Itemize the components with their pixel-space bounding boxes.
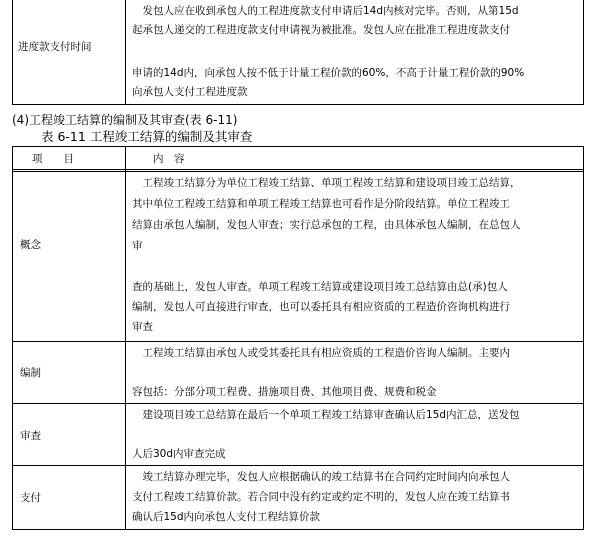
row-label-concept: 概念 <box>20 239 41 251</box>
top-text-line: 发包人应在收到承包人的工程进度款支付申请后14d内核对完毕。否则，从第15d <box>132 5 519 17</box>
column-header-content: 内 容 <box>153 153 185 165</box>
row-text-line: 竣工结算办理完毕，发包人应根据确认的竣工结算书在合同约定时间内向承包人 <box>132 471 510 483</box>
row-text-line: 审查 <box>132 321 153 333</box>
row-text-line: 支付工程竣工结算价款。若合同中没有约定或约定不明的，发包人应在竣工结算书 <box>132 491 510 503</box>
row-label-preparation: 编制 <box>20 367 41 379</box>
row-text-line: 确认后15d内向承包人支付工程结算价款 <box>132 511 321 523</box>
top-text-line: 申请的14d内，向承包人按不低于计量工程价款的60%，不高于计量工程价款的90% <box>132 67 525 79</box>
row-text-line: 工程竣工结算由承包人或受其委托具有相应资质的工程造价咨询人编制。主要内 <box>132 347 510 359</box>
table-caption: 表 6-11 工程竣工结算的编制及其审查 <box>41 129 253 144</box>
row-text-line: 查的基础上，发包人审查。单项工程竣工结算或建设项目竣工总结算由总(承)包人 <box>132 281 508 293</box>
progress-payment-time-label: 进度款支付时间 <box>18 41 92 53</box>
top-text-line: 起承包人递交的工程进度款支付申请视为被批准。发包人应在批准工程进度款支付 <box>132 24 510 36</box>
row-text-line: 人后30d内审查完成 <box>132 448 226 460</box>
row-label-review: 审查 <box>20 430 41 442</box>
row-text-line: 审 <box>132 240 143 252</box>
row-text-line: 编制，发包人可直接进行审查，也可以委托具有相应资质的工程造价咨询机构进行 <box>132 301 510 313</box>
section-heading: (4)工程竣工结算的编制及其审查(表 6-11) <box>12 113 238 127</box>
row-text-line: 其中单位工程竣工结算和单项工程竣工结算也可看作是分阶段结算。单位工程竣工 <box>132 198 510 210</box>
row-text-line: 工程竣工结算分为单位工程竣工结算、单项工程竣工结算和建设项目竣工总结算， <box>132 177 521 189</box>
row-text-line: 建设项目竣工总结算在最后一个单项工程竣工结算审查确认后15d内汇总，送发包 <box>132 409 520 421</box>
row-text-line: 容包括：分部分项工程费、措施项目费、其他项目费、规费和税金 <box>132 386 437 398</box>
top-text-line: 向承包人支付工程进度款 <box>132 86 248 98</box>
row-text-line: 结算由承包人编制，发包人审查；实行总承包的工程，由具体承包人编制，在总包人 <box>132 219 521 231</box>
column-header-item: 项 目 <box>32 153 74 165</box>
row-label-payment: 支付 <box>20 492 41 504</box>
